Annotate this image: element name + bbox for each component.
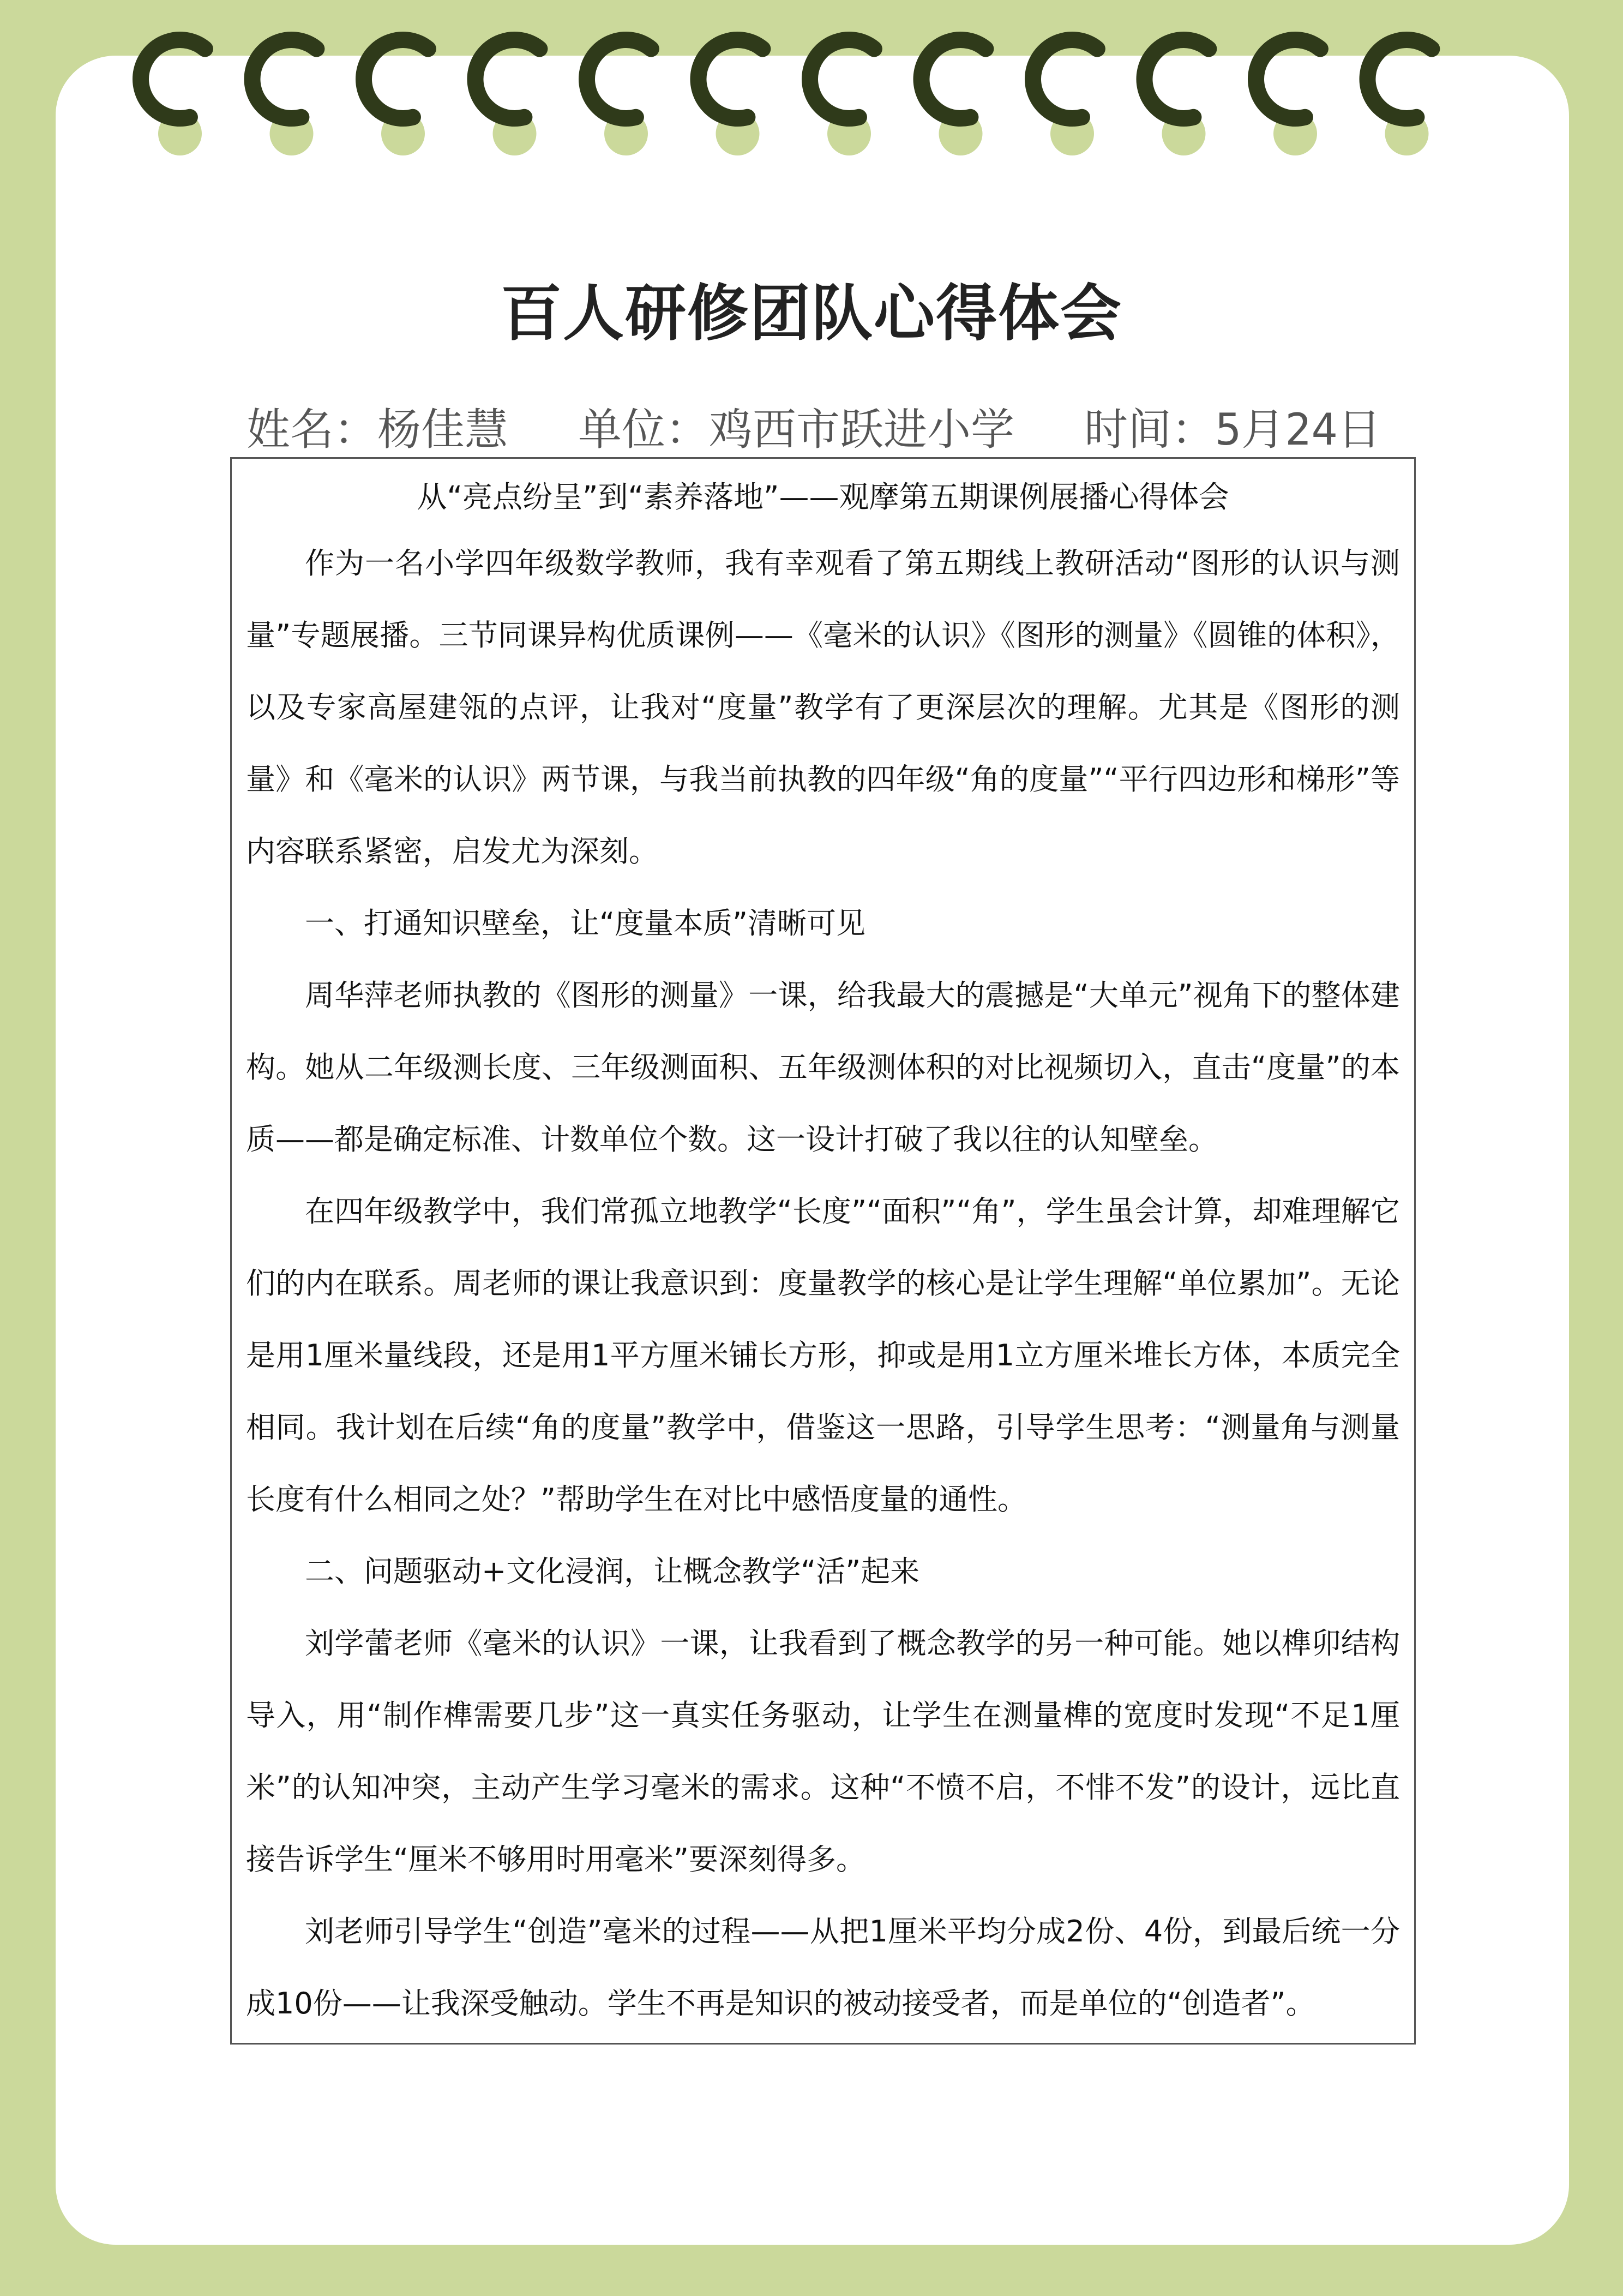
paragraph-section1-b: 在四年级教学中，我们常孤立地教学“长度”“面积”“角”，学生虽会计算，却难理解它们的内在联系。周老师的课让我意识到：度量教学的核心是让学生理解“单位累加”。无论是用1厘米量线段，还是用1平方厘米铺长方形，抑或是用1立方厘米堆长方体，本质完全相同。我计划在后续“角的度量”教学中，借鉴这一思路，引导学生思考：“测量角与测量长度有什么相同之处？”帮助学生在对比中感悟度量的通性。 (246, 1194, 1400, 1516)
time-field: 时间：5月24日 (1084, 404, 1381, 455)
info-line (247, 397, 1419, 463)
page-title: 百人研修团队心得体会 (501, 278, 1122, 349)
paragraph-section2-a: 刘学蕾老师《毫米的认识》一课，让我看到了概念教学的另一种可能。她以榫卯结构导入，用“制作榫需要几步”这一真实任务驱动，让学生在测量榫的宽度时发现“不足1厘米”的认知冲突，主动产生学习毫米的需求。这种“不愤不启，不悱不发”的设计，远比直接告诉学生“厘米不够用时用毫米”要深刻得多。 (246, 1626, 1400, 1877)
paragraph-section1-a: 周华萍老师执教的《图形的测量》一课，给我最大的震撼是“大单元”视角下的整体建构。她从二年级测长度、三年级测面积、五年级测体积的对比视频切入，直击“度量”的本质——都是确定标准、计数单位个数。这一设计打破了我以往的认知壁垒。 (246, 978, 1400, 1156)
unit-field: 单位：鸡西市跃进小学 (578, 404, 1014, 455)
section-heading-2: 二、问题驱动+文化浸润，让概念教学“活”起来 (305, 1554, 920, 1588)
name-field: 姓名：杨佳慧 (247, 404, 508, 455)
essay-subtitle: 从“亮点纷呈”到“素养落地”——观摩第五期课例展播心得体会 (417, 479, 1229, 514)
paragraph-section2-b: 刘老师引导学生“创造”毫米的过程——从把1厘米平均分成2份、4份，到最后统一分成10份——让我深受触动。学生不再是知识的被动接受者，而是单位的“创造者”。 (246, 1914, 1400, 2021)
section-heading-1: 一、打通知识壁垒，让“度量本质”清晰可见 (305, 906, 865, 940)
content-box (230, 457, 1416, 2045)
paragraph-intro: 作为一名小学四年级数学教师，我有幸观看了第五期线上教研活动“图形的认识与测量”专题展播。三节同课异构优质课例——《毫米的认识》《图形的测量》《圆锥的体积》，以及专家高屋建瓴的点评，让我对“度量”教学有了更深层次的理解。尤其是《图形的测量》和《毫米的认识》两节课，与我当前执教的四年级“角的度量”“平行四边形和梯形”等内容联系紧密，启发尤为深刻。 (246, 546, 1400, 868)
